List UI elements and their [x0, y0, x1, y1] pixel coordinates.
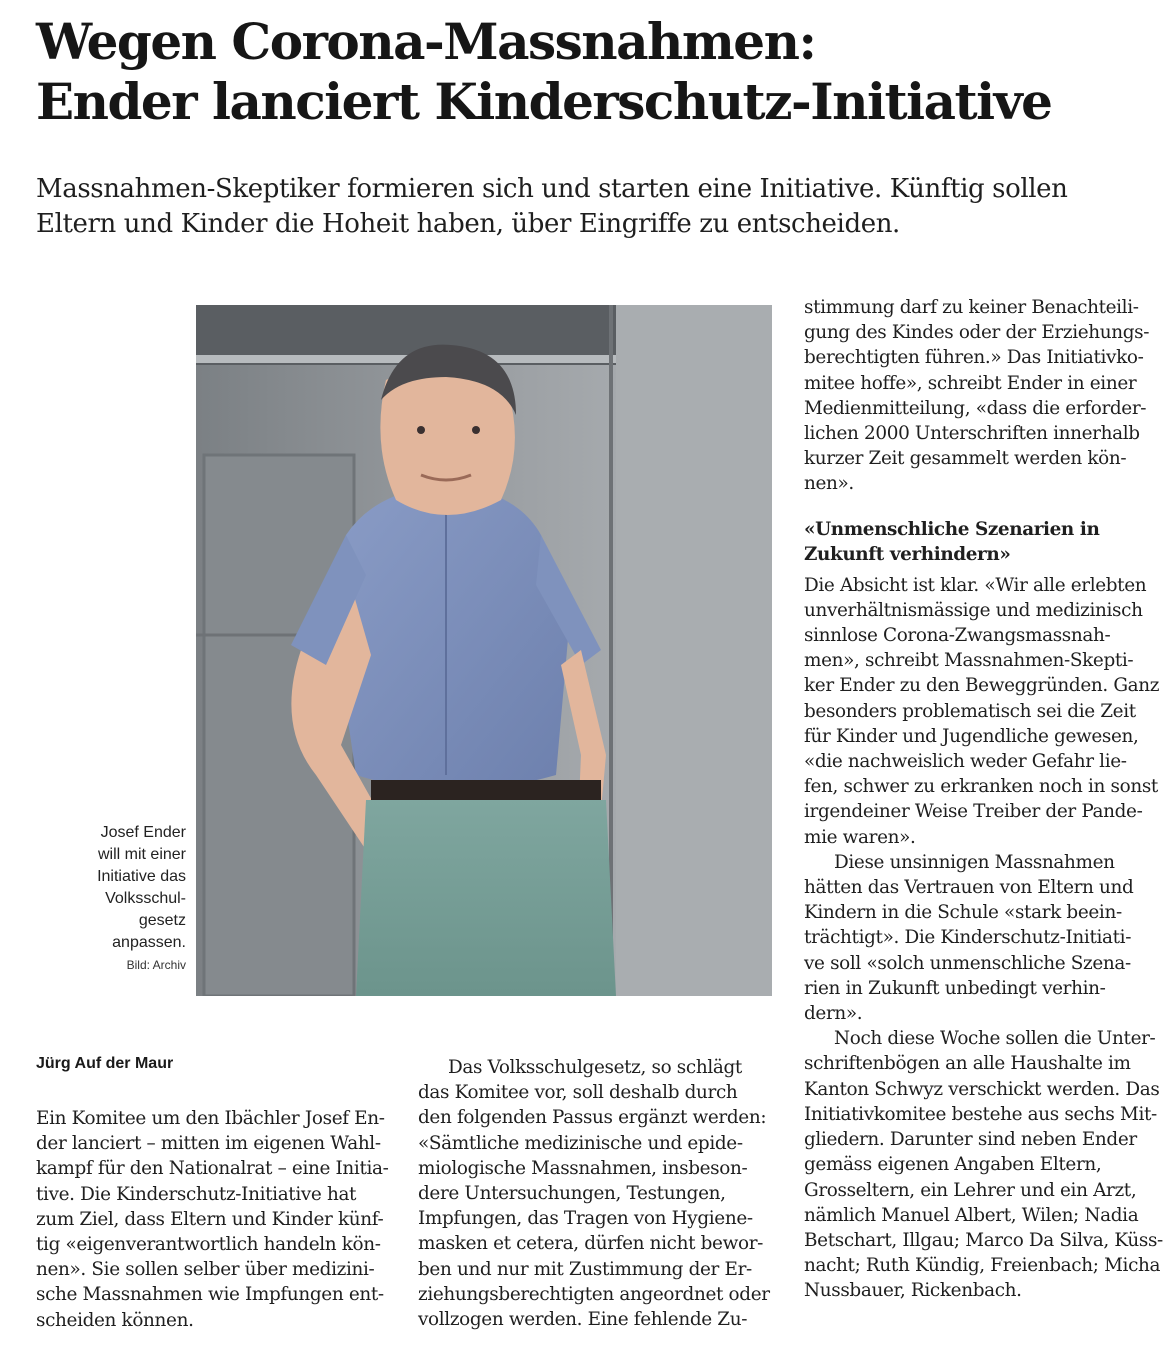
text-line: für Kinder und Jugendliche gewesen,	[804, 725, 1139, 747]
paragraph	[36, 1106, 392, 1333]
author-byline: Jürg Auf der Maur	[36, 1055, 174, 1072]
caption-line: anpassen.	[112, 934, 186, 951]
lead-line-2: Eltern und Kinder die Hoheit haben, über Eingriffe zu entscheiden.	[36, 209, 900, 239]
headline-line-1: Wegen Corona-Massnahmen:	[36, 12, 816, 71]
text-line: nämlich Manuel Albert, Wilen; Nadia	[804, 1204, 1139, 1226]
caption-line: gesetz	[138, 912, 186, 929]
photo-credit: Bild: Archiv	[126, 958, 186, 972]
text-line: Ein Komitee um den Ibächler Josef En-	[36, 1108, 385, 1129]
text-line: nen».	[804, 473, 854, 495]
text-line: kampf für den Nationalrat – eine Initia-	[36, 1158, 389, 1180]
text-line: ziehungsberechtigten angeordnet oder	[418, 1283, 770, 1305]
text-line: gemäss eigenen Angaben Eltern,	[804, 1154, 1102, 1176]
text-line: gliedern. Darunter sind neben Ender	[804, 1129, 1137, 1151]
headline	[36, 12, 1156, 132]
text-line: nacht; Ruth Kündig, Freienbach; Micha	[804, 1255, 1161, 1277]
column-1	[36, 1106, 392, 1333]
text-line: hätten das Vertrauen von Eltern und	[804, 877, 1134, 899]
text-line: zum Ziel, dass Eltern und Kinder künf-	[36, 1208, 384, 1230]
text-line: scheiden können.	[36, 1309, 194, 1331]
text-line: nen». Sie sollen selber über medizini-	[36, 1259, 375, 1281]
text-line: Noch diese Woche sollen die Unter-	[834, 1028, 1156, 1050]
text-line: das Komitee vor, soll deshalb durch	[418, 1082, 738, 1104]
text-line: mitee hoffe», schreibt Ender in einer	[804, 372, 1137, 394]
column-2	[418, 1055, 778, 1332]
caption-line: will mit einer	[97, 846, 186, 863]
text-line: miologische Massnahmen, insbeson-	[418, 1157, 748, 1179]
photo-caption	[40, 822, 186, 974]
text-line: sinnlose Corona-Zwangsmassnah-	[804, 625, 1111, 647]
text-line: Die Absicht ist klar. «Wir alle erlebten	[804, 574, 1147, 596]
text-line: gung des Kindes oder der Erziehungs-	[804, 322, 1150, 344]
text-line: ker Ender zu den Beweggründen. Ganz	[804, 675, 1160, 697]
text-line: ben und nur mit Zustimmung der Er-	[418, 1258, 752, 1280]
text-line: sche Massnahmen wie Impfungen ent-	[36, 1284, 384, 1306]
paragraph	[804, 573, 1160, 850]
text-line: der lanciert – mitten im eigenen Wahl-	[36, 1133, 381, 1155]
text-line: «Sämtliche medizinische und epide-	[418, 1132, 743, 1154]
lead-line-1: Massnahmen-Skeptiker formieren sich und starten eine Initiative. Künftig sollen	[36, 174, 1068, 204]
text-line: Impfungen, das Tragen von Hygiene-	[418, 1208, 753, 1230]
text-line: mie waren».	[804, 826, 916, 848]
lead-paragraph	[36, 172, 1146, 242]
text-line: Diese unsinnigen Massnahmen	[834, 851, 1115, 873]
headline-line-2: Ender lanciert Kinderschutz-Initiative	[36, 72, 1052, 131]
text-line: besonders problematisch sei die Zeit	[804, 700, 1136, 722]
text-line: den folgenden Passus ergänzt werden:	[418, 1107, 767, 1129]
text-line: rien in Zukunft unbedingt verhin-	[804, 977, 1106, 999]
subheading-line: «Unmenschliche Szenarien in	[804, 518, 1100, 540]
text-line: Grosseltern, ein Lehrer und ein Arzt,	[804, 1179, 1137, 1201]
text-line: ve soll «solch unmenschliche Szena-	[804, 952, 1131, 974]
text-line: Medienmitteilung, «dass die erforder-	[804, 397, 1147, 419]
text-line: Kindern in die Schule «stark beein-	[804, 902, 1122, 924]
text-line: Kanton Schwyz verschickt werden. Das	[804, 1078, 1160, 1100]
column-3	[804, 295, 1163, 1304]
subheading-line: Zukunft verhindern»	[804, 543, 1011, 565]
text-line: trächtigt». Die Kinderschutz-Initiati-	[804, 927, 1132, 949]
text-line: irgendeiner Weise Treiber der Pande-	[804, 801, 1143, 823]
text-line: lichen 2000 Unterschriften innerhalb	[804, 423, 1140, 445]
text-line: schriftenbögen an alle Haushalte im	[804, 1053, 1131, 1075]
text-line: masken et cetera, dürfen nicht bewor-	[418, 1233, 764, 1255]
caption-line: Volksschul-	[105, 890, 186, 907]
paragraph	[804, 1026, 1163, 1303]
text-line: fen, schwer zu erkranken noch in sonst	[804, 776, 1158, 798]
text-line: tive. Die Kinderschutz-Initiative hat	[36, 1183, 357, 1205]
text-line: tig «eigenverantwortlich handeln kön-	[36, 1234, 381, 1256]
text-line: «die nachweislich weder Gefahr lie-	[804, 751, 1127, 773]
text-line: berechtigten führen.» Das Initiativko-	[804, 347, 1144, 369]
text-line: kurzer Zeit gesammelt werden kön-	[804, 448, 1127, 470]
text-line: men», schreibt Massnahmen-Skepti-	[804, 650, 1134, 672]
paragraph	[418, 1055, 778, 1332]
article-photo	[196, 305, 772, 996]
subheading	[804, 517, 1160, 567]
caption-line: Initiative das	[97, 868, 186, 885]
text-line: stimmung darf zu keiner Benachteili-	[804, 297, 1139, 318]
photo-illustration	[196, 305, 772, 996]
text-line: Betschart, Illgau; Marco Da Silva, Küss-	[804, 1229, 1163, 1251]
text-line: dern».	[804, 1003, 863, 1025]
text-line: dere Untersuchungen, Testungen,	[418, 1183, 726, 1205]
text-line: Nussbauer, Rickenbach.	[804, 1280, 1022, 1302]
paragraph	[804, 295, 1160, 497]
text-line: Das Volksschulgesetz, so schlägt	[448, 1057, 742, 1078]
text-line: vollzogen werden. Eine fehlende Zu-	[418, 1309, 748, 1331]
text-line: unverhältnismässige und medizinisch	[804, 599, 1143, 621]
caption-line: Josef Ender	[100, 824, 186, 841]
text-line: Initiativkomitee bestehe aus sechs Mit-	[804, 1103, 1157, 1125]
paragraph	[804, 850, 1160, 1026]
